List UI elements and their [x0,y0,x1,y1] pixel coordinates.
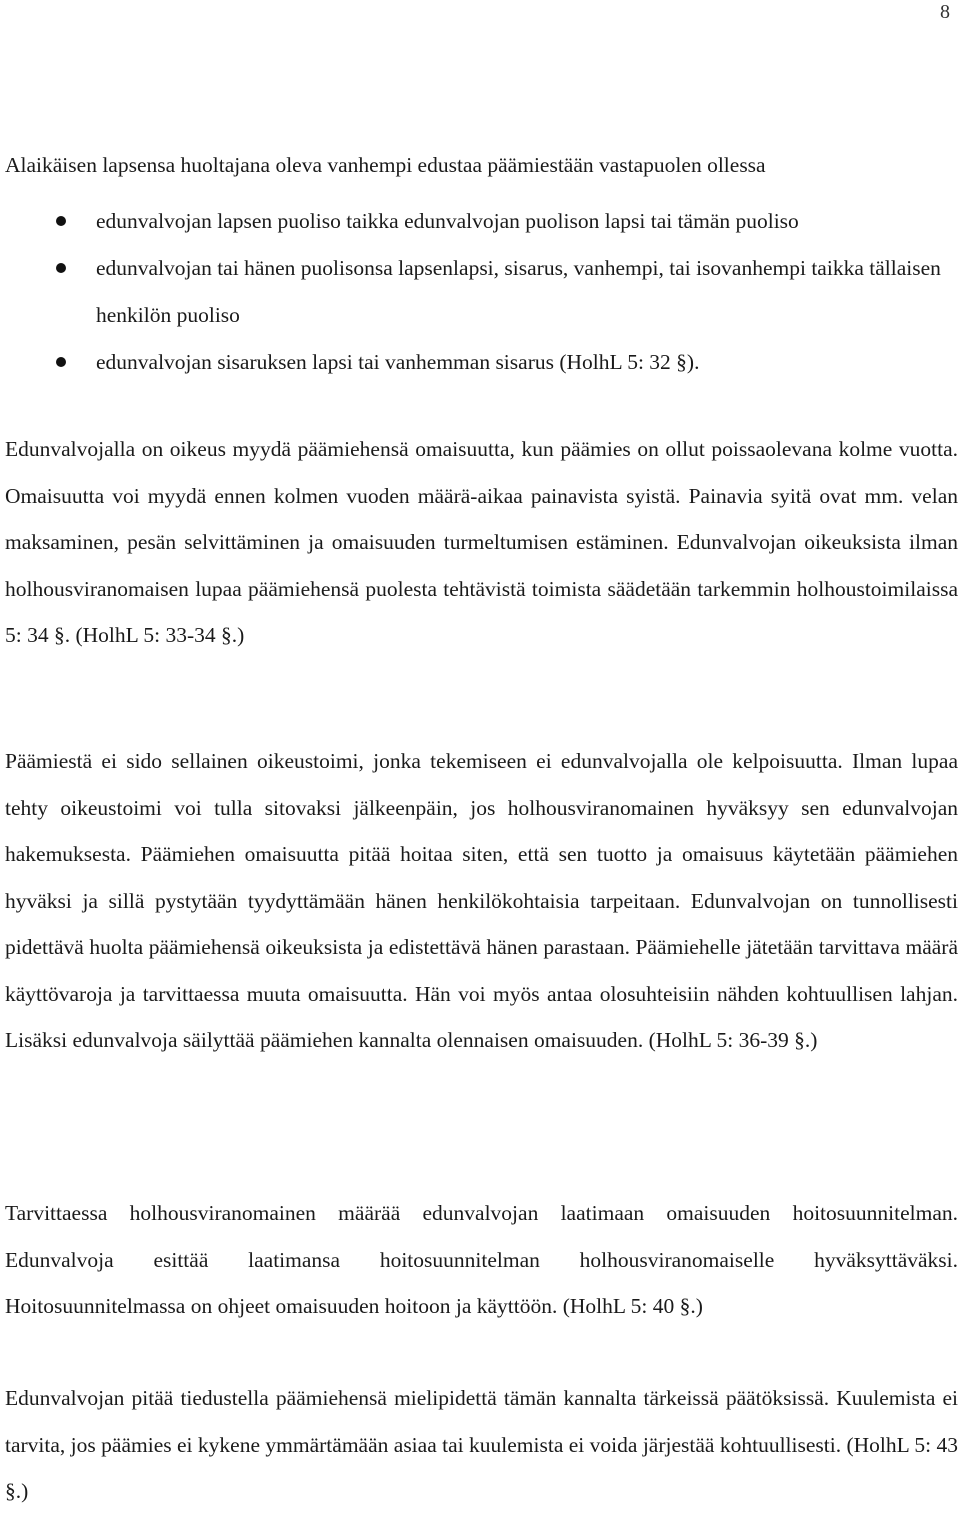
paragraph-sale-of-property: Edunvalvojalla on oikeus myydä päämiehensä omaisuutta, kun päämies on ollut poissaolevana kolme vuotta. Omaisuutta voi myydä ennen kolmen vuoden määrä-aikaa painavista syistä. Painavia syitä ovat mm. velan maksaminen, pesän selvittäminen ja omaisuuden turmeltumisen estäminen. Edunvalvojan oikeuksista ilman holhousviranomaisen lupaa päämiehensä puolesta tehtävistä toimista säädetään tarkemmin holhoustoimilaissa 5: 34 §. (HolhL 5: 33-34 §.) [5,437,958,647]
bullet-icon [56,263,66,273]
list-item [5,339,958,386]
paragraph-legal-acts: Päämiestä ei sido sellainen oikeustoimi, jonka tekemiseen ei edunvalvojalla ole kelpoisuutta. Ilman lupaa tehty oikeustoimi voi tulla sitovaksi jälkeenpäin, jos holhousviranomainen hyväksyy sen edunvalvojan hakemuksesta. Päämiehen omaisuutta pitää hoitaa siten, että sen tuotto ja omaisuus käytetään päämiehen hyväksi ja sillä pystytään tyydyttämään hänen henkilökohtaisia tarpeitaan. Edunvalvojan on tunnollisesti pidettävä huolta päämiehensä oikeuksista ja edistettävä hänen parastaan. Päämiehelle jätetään tarvittava määrä käyttövaroja ja tarvittaessa muuta omaisuutta. Hän voi myös antaa olosuhteisiin nähden kohtuullisen lahjan. Lisäksi edunvalvoja säilyttää päämiehen kannalta olennaisen omaisuuden. (HolhL 5: 36-39 §.) [5,749,958,1052]
list-item-text: edunvalvojan lapsen puoliso taikka edunvalvojan puolison lapsi tai tämän puoliso [96,209,799,233]
intro-paragraph: Alaikäisen lapsensa huoltajana oleva vanhempi edustaa päämiestään vastapuolen ollessa [5,153,766,177]
bullet-list [5,198,958,386]
bullet-icon [56,216,66,226]
page-number: 8 [940,1,950,23]
list-item [5,198,958,245]
list-item-text: edunvalvojan tai hänen puolisonsa lapsenlapsi, sisarus, vanhempi, tai isovanhempi taikka tällaisen henkilön puoliso [96,256,941,327]
paragraph-hearing: Edunvalvojan pitää tiedustella päämiehensä mielipidettä tämän kannalta tärkeissä päätöksissä. Kuulemista ei tarvita, jos päämies ei kykene ymmärtämään asiaa tai kuulemista ei voida järjestää kohtuullisesti. (HolhL 5: 43 §.) [5,1386,958,1503]
bullet-icon [56,357,66,367]
paragraph-care-plan: Tarvittaessa holhousviranomainen määrää edunvalvojan laatimaan omaisuuden hoitosuunnitelman. Edunvalvoja esittää laatimansa hoitosuunnitelman holhousviranomaiselle hyväksyttäväksi. Hoitosuunnitelmassa on ohjeet omaisuuden hoitoon ja käyttöön. (HolhL 5: 40 §.) [5,1201,958,1318]
list-item [5,245,958,339]
list-item-text: edunvalvojan sisaruksen lapsi tai vanhemman sisarus (HolhL 5: 32 §). [96,350,700,374]
